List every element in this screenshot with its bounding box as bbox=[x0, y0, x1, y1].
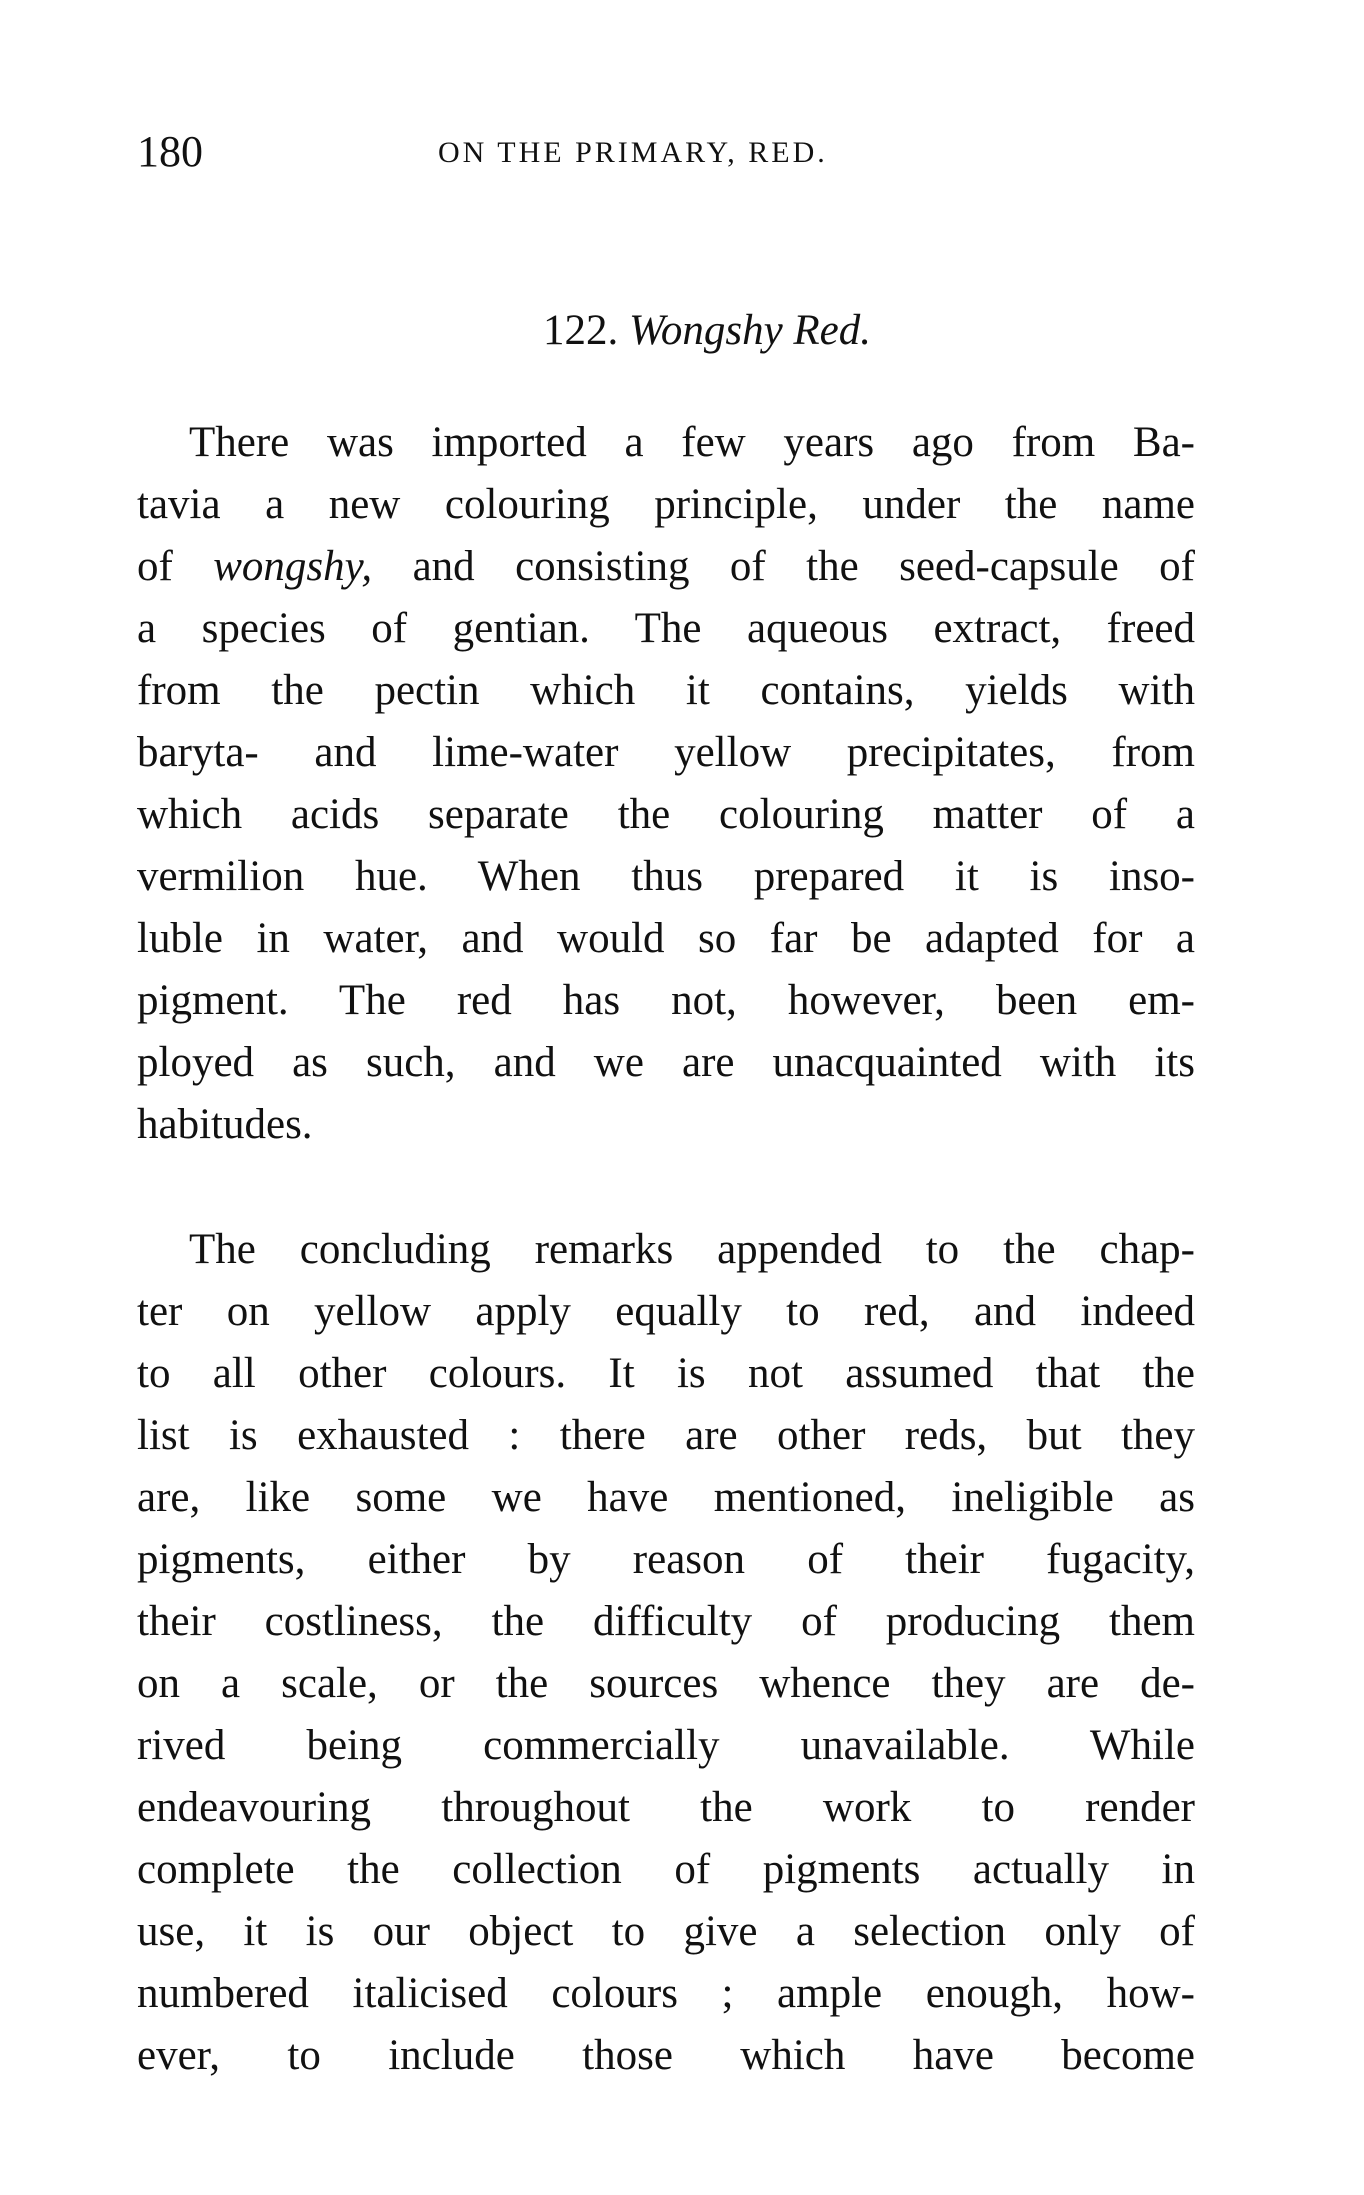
text-line bbox=[137, 536, 1195, 598]
text-line: baryta- and lime-water yellow precipitates, from bbox=[137, 729, 1195, 776]
text-line: pigment. The red has not, however, been em- bbox=[137, 977, 1195, 1024]
text-line: pigments, either by reason of their fugacity, bbox=[137, 1536, 1195, 1583]
text-span: and consisting of the seed-capsule of bbox=[372, 543, 1195, 590]
text-line: to all other colours. It is not assumed that the bbox=[137, 1350, 1195, 1397]
text-line: on a scale, or the sources whence they are de- bbox=[137, 1660, 1195, 1707]
text-line: tavia a new colouring principle, under the name bbox=[137, 481, 1195, 528]
paragraph-concluding-remarks bbox=[137, 1219, 1195, 2087]
text-line: There was imported a few years ago from Ba- bbox=[189, 419, 1195, 466]
text-line: a species of gentian. The aqueous extract, freed bbox=[137, 605, 1195, 652]
text-line: complete the collection of pigments actually in bbox=[137, 1846, 1195, 1893]
section-title: Wongshy Red. bbox=[628, 307, 872, 354]
text-line: which acids separate the colouring matter of a bbox=[137, 791, 1195, 838]
text-line: ployed as such, and we are unacquainted with its bbox=[137, 1039, 1195, 1086]
section-number: 122. bbox=[542, 307, 619, 354]
page-number: 180 bbox=[137, 127, 203, 176]
text-line: vermilion hue. When thus prepared it is inso- bbox=[137, 853, 1195, 900]
italic-term: wongshy, bbox=[213, 543, 373, 590]
paragraph-wongshy bbox=[137, 412, 1195, 1156]
text-line: habitudes. bbox=[137, 1101, 313, 1148]
text-line: ter on yellow apply equally to red, and indeed bbox=[137, 1288, 1195, 1335]
text-line: use, it is our object to give a selection only of bbox=[137, 1908, 1195, 1955]
text-line: rived being commercially unavailable. While bbox=[137, 1722, 1195, 1769]
text-line: numbered italicised colours ; ample enough, how- bbox=[137, 1970, 1195, 2017]
running-head: ON THE PRIMARY, RED. bbox=[438, 136, 828, 169]
text-line: ever, to include those which have become bbox=[137, 2032, 1195, 2079]
section-heading bbox=[0, 306, 1364, 355]
text-line: The concluding remarks appended to the chap- bbox=[189, 1226, 1195, 1273]
text-line: from the pectin which it contains, yields with bbox=[137, 667, 1195, 714]
text-line: endeavouring throughout the work to render bbox=[137, 1784, 1195, 1831]
text-line: are, like some we have mentioned, ineligible as bbox=[137, 1474, 1195, 1521]
text-line: luble in water, and would so far be adapted for a bbox=[137, 915, 1195, 962]
text-line: list is exhausted : there are other reds, but they bbox=[137, 1412, 1195, 1459]
text-line: their costliness, the difficulty of producing them bbox=[137, 1598, 1195, 1645]
text-span: of bbox=[137, 543, 214, 590]
